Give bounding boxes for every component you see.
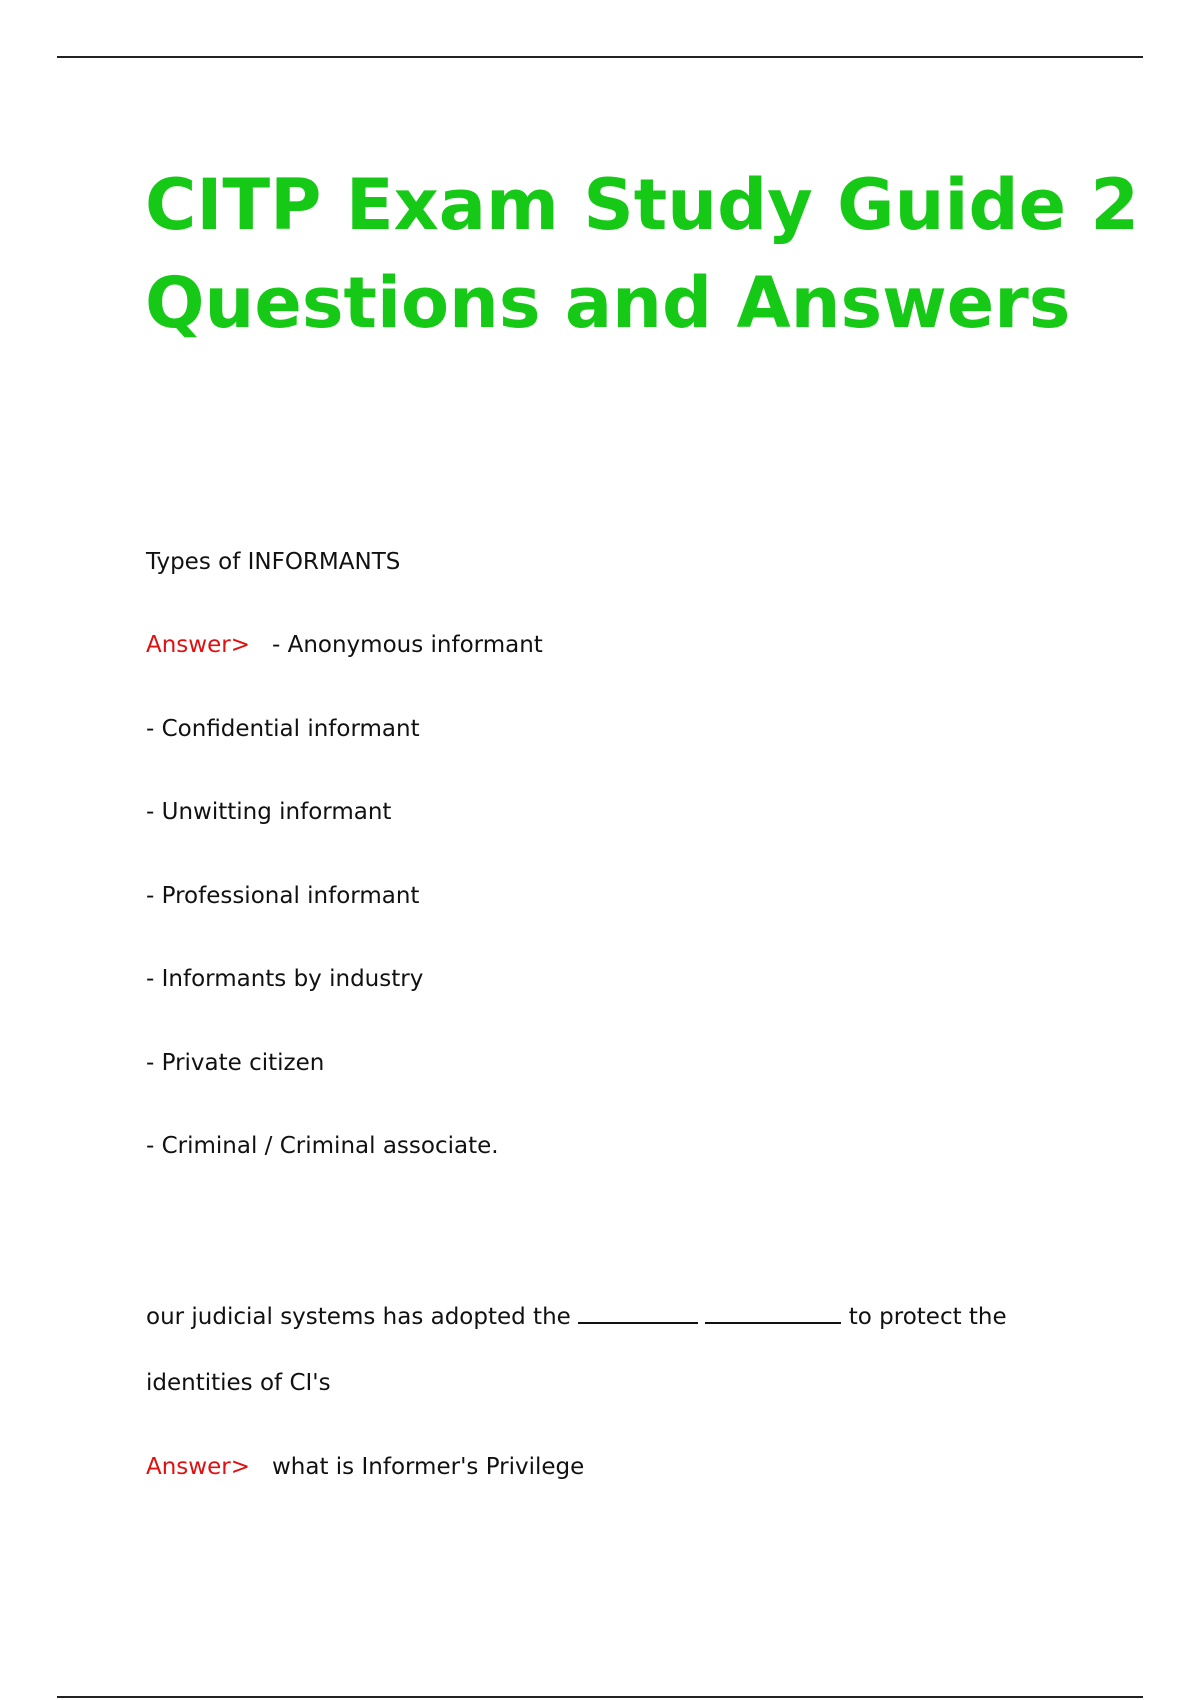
answer-item: - Confidential informant	[146, 716, 420, 742]
answer-item: - Unwitting informant	[146, 799, 392, 825]
header-rule	[57, 56, 1143, 58]
question-2-text	[146, 1300, 1007, 1332]
answer-item: - Informants by industry	[146, 966, 424, 992]
question-2-text-line-2: identities of CI's	[146, 1370, 331, 1396]
footer-rule	[57, 1696, 1143, 1698]
answer-item: - Criminal / Criminal associate.	[146, 1133, 499, 1159]
title-line-1: CITP Exam Study Guide 2	[145, 164, 1140, 246]
answer-label: Answer>	[146, 632, 250, 658]
question-2-part-2: to protect the	[848, 1304, 1007, 1330]
question-2-answer	[146, 1452, 584, 1482]
answer-item: - Private citizen	[146, 1050, 325, 1076]
answer-item: what is Informer's Privilege	[271, 1454, 585, 1480]
fill-in-blank	[578, 1300, 698, 1324]
answer-item: - Anonymous informant	[271, 632, 543, 658]
question-1-text: Types of INFORMANTS	[146, 549, 401, 575]
answer-label: Answer>	[146, 1454, 250, 1480]
title-line-2: Questions and Answers	[145, 262, 1071, 344]
question-1-answer	[146, 630, 543, 660]
fill-in-blank	[705, 1300, 841, 1324]
answer-item: - Professional informant	[146, 883, 420, 909]
document-title	[145, 156, 1145, 352]
question-2-part-1: our judicial systems has adopted the	[146, 1304, 571, 1330]
